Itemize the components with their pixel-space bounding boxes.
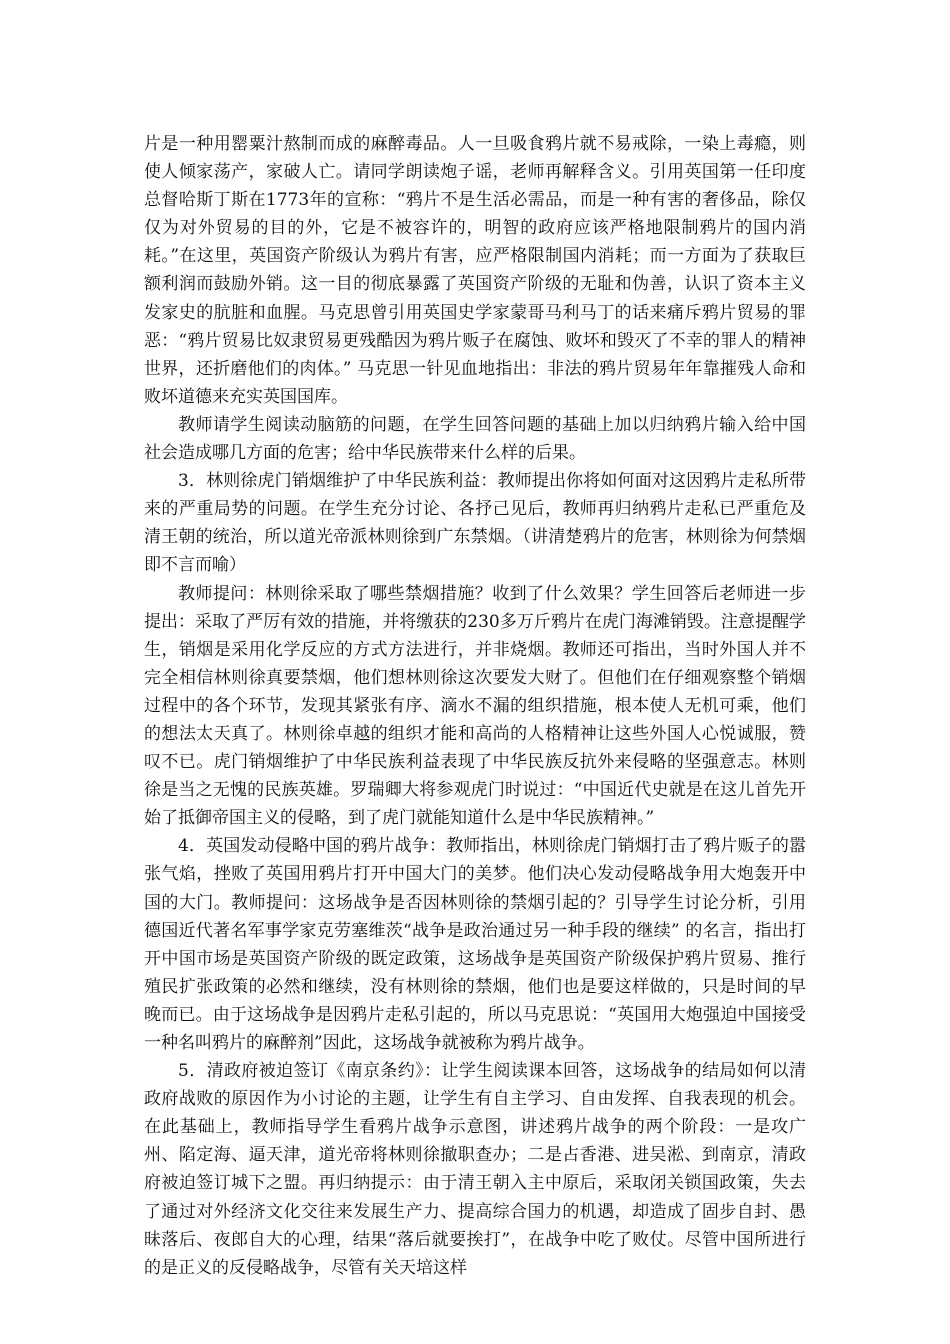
document-page: [144, 130, 806, 1282]
paragraph-treaty-of-nanking: 5．清政府被迫签订《南京条约》：让学生阅读课本回答，这场战争的结局如何以清政府战败的原因作为小讨论的主题，让学生有自主学习、自由发挥、自我表现的机会。在此基础上，教师指导学生看鸦片战争示意图，讲述鸦片战争的两个阶段：一是攻广州、陷定海、逼天津，道光帝将林则徐撤职查办；二是占香港、进吴淞、到南京，清政府被迫签订城下之盟。再归纳提示：由于清王朝入主中原后，采取闭关锁国政策，失去了通过对外经济文化交往来发展生产力、提高综合国力的机遇，却造成了固步自封、愚昧落后、夜郎自大的心理，结果“落后就要挨打”，在战争中吃了败仗。尽管中国所进行的是正义的反侵略战争，尽管有关天培这样: [144, 1061, 806, 1278]
paragraph-opium-war: 4．英国发动侵略中国的鸦片战争：教师指出，林则徐虎门销烟打击了鸦片贩子的嚣张气焰，挫败了英国用鸦片打开中国大门的美梦。他们决心发动侵略战争用大炮轰开中国的大门。教师提问：这场战争是否因林则徐的禁烟引起的？引导学生讨论分析，引用德国近代著名军事学家克劳塞维茨“战争是政治通过另一种手段的继续” 的名言，指出打开中国市场是英国资产阶级的既定政策，这场战争是英国资产阶级保护鸦片贸易、推行殖民扩张政策的必然和继续，没有林则徐的禁烟，他们也是要这样做的，只是时间的早晚而已。由于这场战争是因鸦片走私引起的，所以马克思说：“英国用大炮强迫中国接受一种名叫鸦片的麻醉剂”因此，这场战争就被称为鸦片战争。: [144, 836, 806, 1053]
paragraph-student-reading: 教师请学生阅读动脑筋的问题，在学生回答问题的基础上加以归纳鸦片输入给中国社会造成哪几方面的危害；给中华民族带来什么样的后果。: [144, 414, 806, 464]
paragraph-humen-destruction: 教师提问：林则徐采取了哪些禁烟措施？收到了什么效果？学生回答后老师进一步提出：采取了严厉有效的措施，并将缴获的230多万斤鸦片在虎门海滩销毁。注意提醒学生，销烟是采用化学反应的方式方法进行，并非烧烟。教师还可指出，当时外国人并不完全相信林则徐真要禁烟，他们想林则徐这次要发大财了。但他们在仔细观察整个销烟过程中的各个环节，发现其紧张有序、滴水不漏的组织措施，根本使人无机可乘，他们的想法太天真了。林则徐卓越的组织才能和高尚的人格精神让这些外国人心悦诚服，赞叹不已。虎门销烟维护了中华民族利益表现了中华民族反抗外来侵略的坚强意志。林则徐是当之无愧的民族英雄。罗瑞卿大将参观虎门时说过：“中国近代史就是在这儿首先开始了抵御帝国主义的侵略，到了虎门就能知道什么是中华民族精神。”: [144, 583, 806, 829]
paragraph-lin-zexu-ban: 3．林则徐虎门销烟维护了中华民族利益：教师提出你将如何面对这因鸦片走私所带来的严重局势的问题。在学生充分讨论、各抒己见后，教师再归纳鸦片走私已严重危及清王朝的统治，所以道光帝派林则徐到广东禁烟。（讲清楚鸦片的危害，林则徐为何禁烟即不言而喻）: [144, 471, 806, 576]
paragraph-opium-harm: 片是一种用罂粟汁熬制而成的麻醉毒品。人一旦吸食鸦片就不易戒除，一染上毒瘾，则使人倾家荡产，家破人亡。请同学朗读炮子谣，老师再解释含义。引用英国第一任印度总督哈斯丁斯在1773年的宣称：“鸦片不是生活必需品，而是一种有害的奢侈品，除仅仅为对外贸易的目的外，它是不被容许的，明智的政府应该严格地限制鸦片的国内消耗。”在这里，英国资产阶级认为鸦片有害，应严格限制国内消耗；而一方面为了获取巨额利润而鼓励外销。这一目的彻底暴露了英国资产阶级的无耻和伪善，认识了资本主义发家史的肮脏和血腥。马克思曾引用英国史学家蒙哥马利马丁的话来痛斥鸦片贸易的罪恶：“鸦片贸易比奴隶贸易更残酷因为鸦片贩子在腐蚀、败坏和毁灭了不幸的罪人的精神世界，还折磨他们的肉体。” 马克思一针见血地指出：非法的鸦片贸易年年靠摧残人命和败坏道德来充实英国国库。: [144, 134, 806, 407]
